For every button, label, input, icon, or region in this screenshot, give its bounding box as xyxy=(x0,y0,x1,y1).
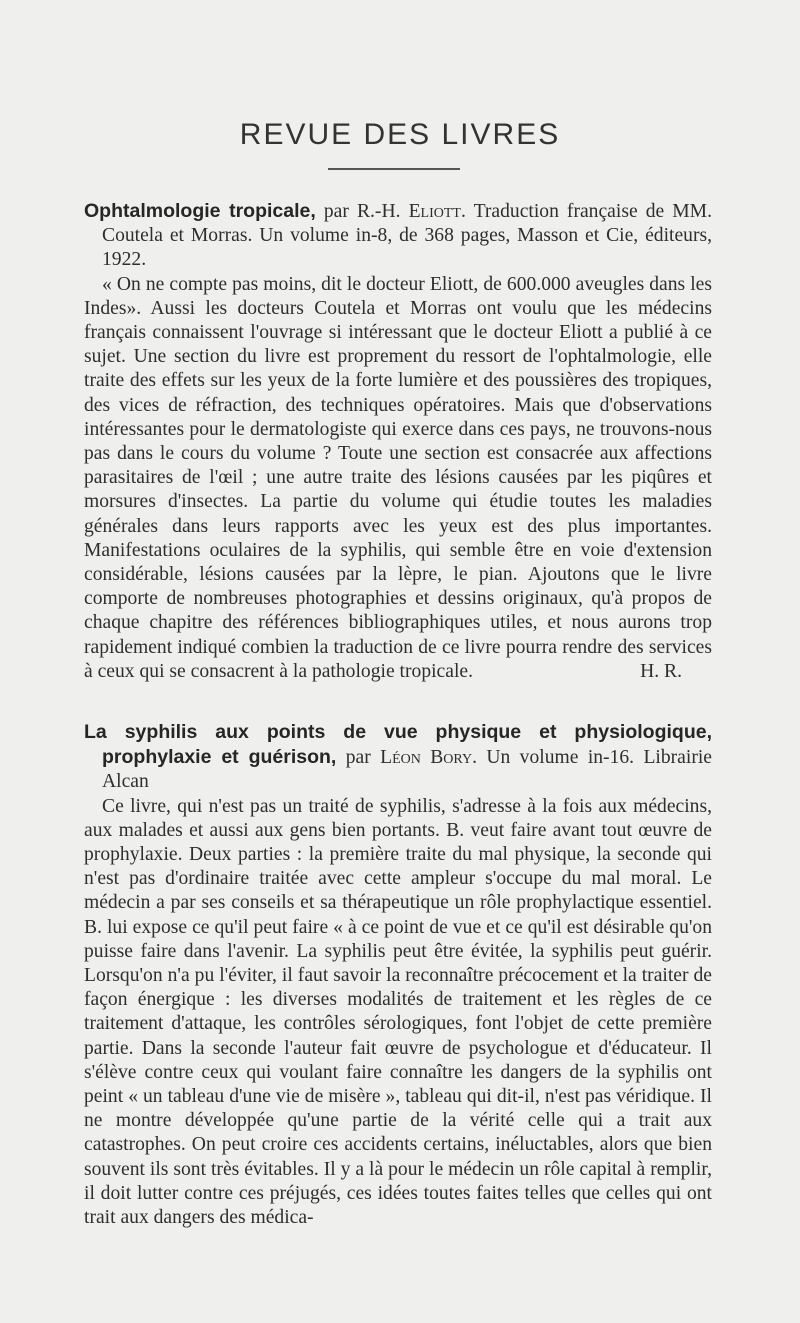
page-title: REVUE DES LIVRES xyxy=(239,118,561,151)
review-reference: Traduction française de MM. Coutela et Morras. Un volume in-8, de 368 pages, Masson et Cie, éditeurs, 1922. xyxy=(102,201,713,271)
review-heading: La syphilis aux points de vue physique et physiologique, prophylaxie et guérison, xyxy=(84,721,712,769)
review-heading-block xyxy=(84,720,712,795)
review-body-text: « On ne compte pas moins, dit le docteur Eliott, de 600.000 aveugles dans les Indes». Aussi les docteurs Coutela et Morras ont voulu que les médecins français connaissent l'ouvrage si intéressant que le docteur Eliott a publié à ce sujet. Une section du livre est proprement du ressort de l'ophtalmologie, elle traite des effets sur les yeux de la forte lumière et des poussières des tropiques, des vices de réfraction, des techniques opératoires. Mais que d'observations intéressantes pour le dermatologiste qui exerce dans ces pays, ne trouvons-nous pas dans le cours du volume ? Toute une section est consacrée aux affections parasitaires de l'œil ; une autre traite des lésions causées par les piqûres et morsures d'insectes. La partie du volume qui étudie toutes les maladies générales dans leurs rapports avec les yeux est des plus importantes. Manifestations oculaires de la syphilis, qui semble être en voie d'extension considérable, lésions causées par la lèpre, le pian. Ajoutons que le livre comporte de nombreuses photographies et dessins originaux, qu'à propos de chaque chapitre des références bibliographiques utiles, et nous aurons trop rapidement indiqué combien la traduction de ce livre pourra rendre des services à ceux qui se consacrent à la pathologie tropicale. xyxy=(84,273,712,682)
review-heading-block xyxy=(84,199,712,273)
review-by: par xyxy=(345,747,371,769)
review-body: Ce livre, qui n'est pas un traité de syphilis, s'adresse à la fois aux médecins, aux malades et aussi aux gens bien portants. B. veut faire avant tout œuvre de prophylaxie. Deux parties : la première traite du mal physique, la seconde qui n'est pas d'ordinaire traitée avec cette ampleur s'occupe du mal moral. Le médecin a par ses conseils et sa thérapeutique un rôle prophylactique essentiel. B. lui expose ce qu'il peut faire « à ce point de vue et ce qu'il est désirable qu'on puisse faire dans l'avenir. La syphilis peut être évitée, la syphilis peut guérir. Lorsqu'on n'a pu l'éviter, il faut savoir la reconnaître précocement et la traiter de façon énergique : les diverses modalités de traitement et les règles de ce traitement d'attaque, les contrôles sérologiques, font l'objet de cette première partie. Dans la seconde l'auteur fait œuvre de psychologue et d'éducateur. Il s'élève contre ceux qui voulant faire connaître les dangers de la syphilis ont peint « un tableau d'une vie de misère », tableau qui dit-il, n'est pas véridique. Il ne montre développée qu'une partie de la vérité celle qui a trait aux catastrophes. On peut croire ces accidents certains, inéluctables, alors que bien souvent ils sont très évitables. Il y a là pour le médecin un rôle capital à remplir, il doit lutter contre ces préjugés, ces idées toutes faites telles que celles qui ont trait aux dangers des médica- xyxy=(84,795,712,1229)
title-rule xyxy=(328,168,460,170)
review-syphilis xyxy=(84,720,712,1230)
review-body xyxy=(84,273,712,684)
review-signature: H. R. xyxy=(640,660,682,682)
review-author: R.-H. Eliott. xyxy=(356,201,466,222)
review-author: Léon Bory. xyxy=(380,747,477,769)
review-heading: Ophtalmologie tropicale, xyxy=(84,200,316,222)
review-ophtalmologie xyxy=(84,199,712,684)
review-by: par xyxy=(323,201,349,222)
review-reference: Un volume in-16. Librairie Alcan xyxy=(102,747,712,793)
